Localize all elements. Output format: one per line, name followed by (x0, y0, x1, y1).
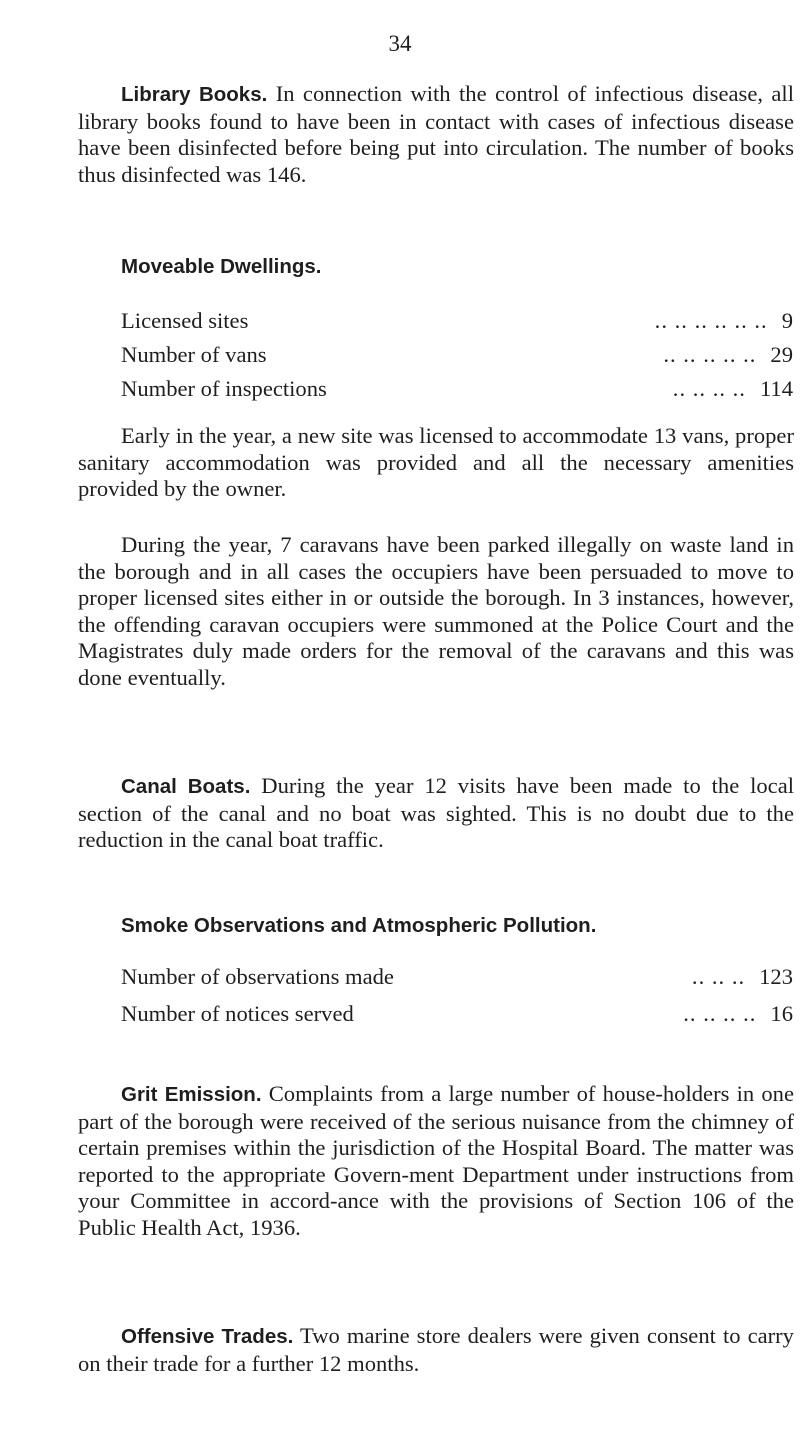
stat-value: 29 (770, 342, 793, 367)
stat-value: 9 (781, 308, 793, 333)
stat-label: Licensed sites (121, 308, 249, 333)
stat-label: Number of notices served (121, 1001, 354, 1026)
stat-row-number-of-inspections (121, 375, 793, 403)
caravans-paragraph: During the year, 7 caravans have been parked illegally on waste land in the borough and in all cases the occupiers have been persuaded to move to proper licensed sites either in or outside the borough. In 3 instances, however, the offending caravan occupiers were summoned at the Police Court and the Magistrates duly made orders for the removal of the caravans and this was done eventually. (78, 532, 794, 690)
canal-boats-paragraph (78, 773, 794, 854)
stat-label: Number of observations made (121, 964, 394, 989)
stat-row-licensed-sites (121, 307, 793, 335)
library-books-text: In connection with the control of infectious disease, all library books found to have been in contact with cases of infectious disease have been disinfected before being put into circulation. The number of books thus disinfected was 146. (78, 81, 794, 187)
dot-leader: .. .. .. .. (672, 376, 746, 401)
dot-leader: .. .. .. .. .. .. (654, 308, 768, 333)
grit-emission-paragraph (78, 1081, 794, 1241)
dot-leader: .. .. .. .. .. (663, 342, 757, 367)
stat-row-observations-made (121, 963, 793, 991)
canal-boats-text: During the year 12 visits have been made to the local section of the canal and no boat was sighted. This is no doubt due to the reduction in the canal boat traffic. (78, 773, 794, 852)
dot-leader: .. .. .. .. (683, 1001, 757, 1026)
page-number: 34 (388, 31, 412, 56)
dot-leader: .. .. .. (691, 964, 746, 989)
stat-label: Number of inspections (121, 376, 327, 401)
stat-value: 123 (759, 964, 793, 989)
offensive-trades-paragraph (78, 1323, 794, 1377)
stat-label: Number of vans (121, 342, 267, 367)
stat-row-number-of-vans (121, 341, 793, 369)
canal-boats-heading: Canal Boats. (121, 775, 251, 798)
stat-row-notices-served (121, 1000, 793, 1028)
smoke-observations-heading: Smoke Observations and Atmospheric Pollution. (121, 914, 597, 937)
library-books-heading: Library Books. (121, 83, 268, 106)
stat-value: 114 (759, 376, 793, 401)
moveable-dwellings-heading: Moveable Dwellings. (121, 255, 322, 278)
offensive-trades-heading: Offensive Trades. (121, 1325, 294, 1348)
stat-value: 16 (770, 1001, 793, 1026)
grit-emission-text: Complaints from a large number of house-holders in one part of the borough were received of the serious nuisance from the chimney of certain premises within the jurisdiction of the Hospital Board. The matter was reported to the appropriate Govern-ment Department under instructions from your Committee in accord-ance with the provisions of Section 106 of the Public Health Act, 1936. (78, 1081, 794, 1240)
library-books-paragraph (78, 81, 794, 188)
new-site-paragraph: Early in the year, a new site was licensed to accommodate 13 vans, proper sanitary accommodation was provided and all the necessary amenities provided by the owner. (78, 423, 794, 501)
grit-emission-heading: Grit Emission. (121, 1083, 262, 1106)
offensive-trades-text: Two marine store dealers were given consent to carry on their trade for a further 12 months. (78, 1323, 794, 1376)
